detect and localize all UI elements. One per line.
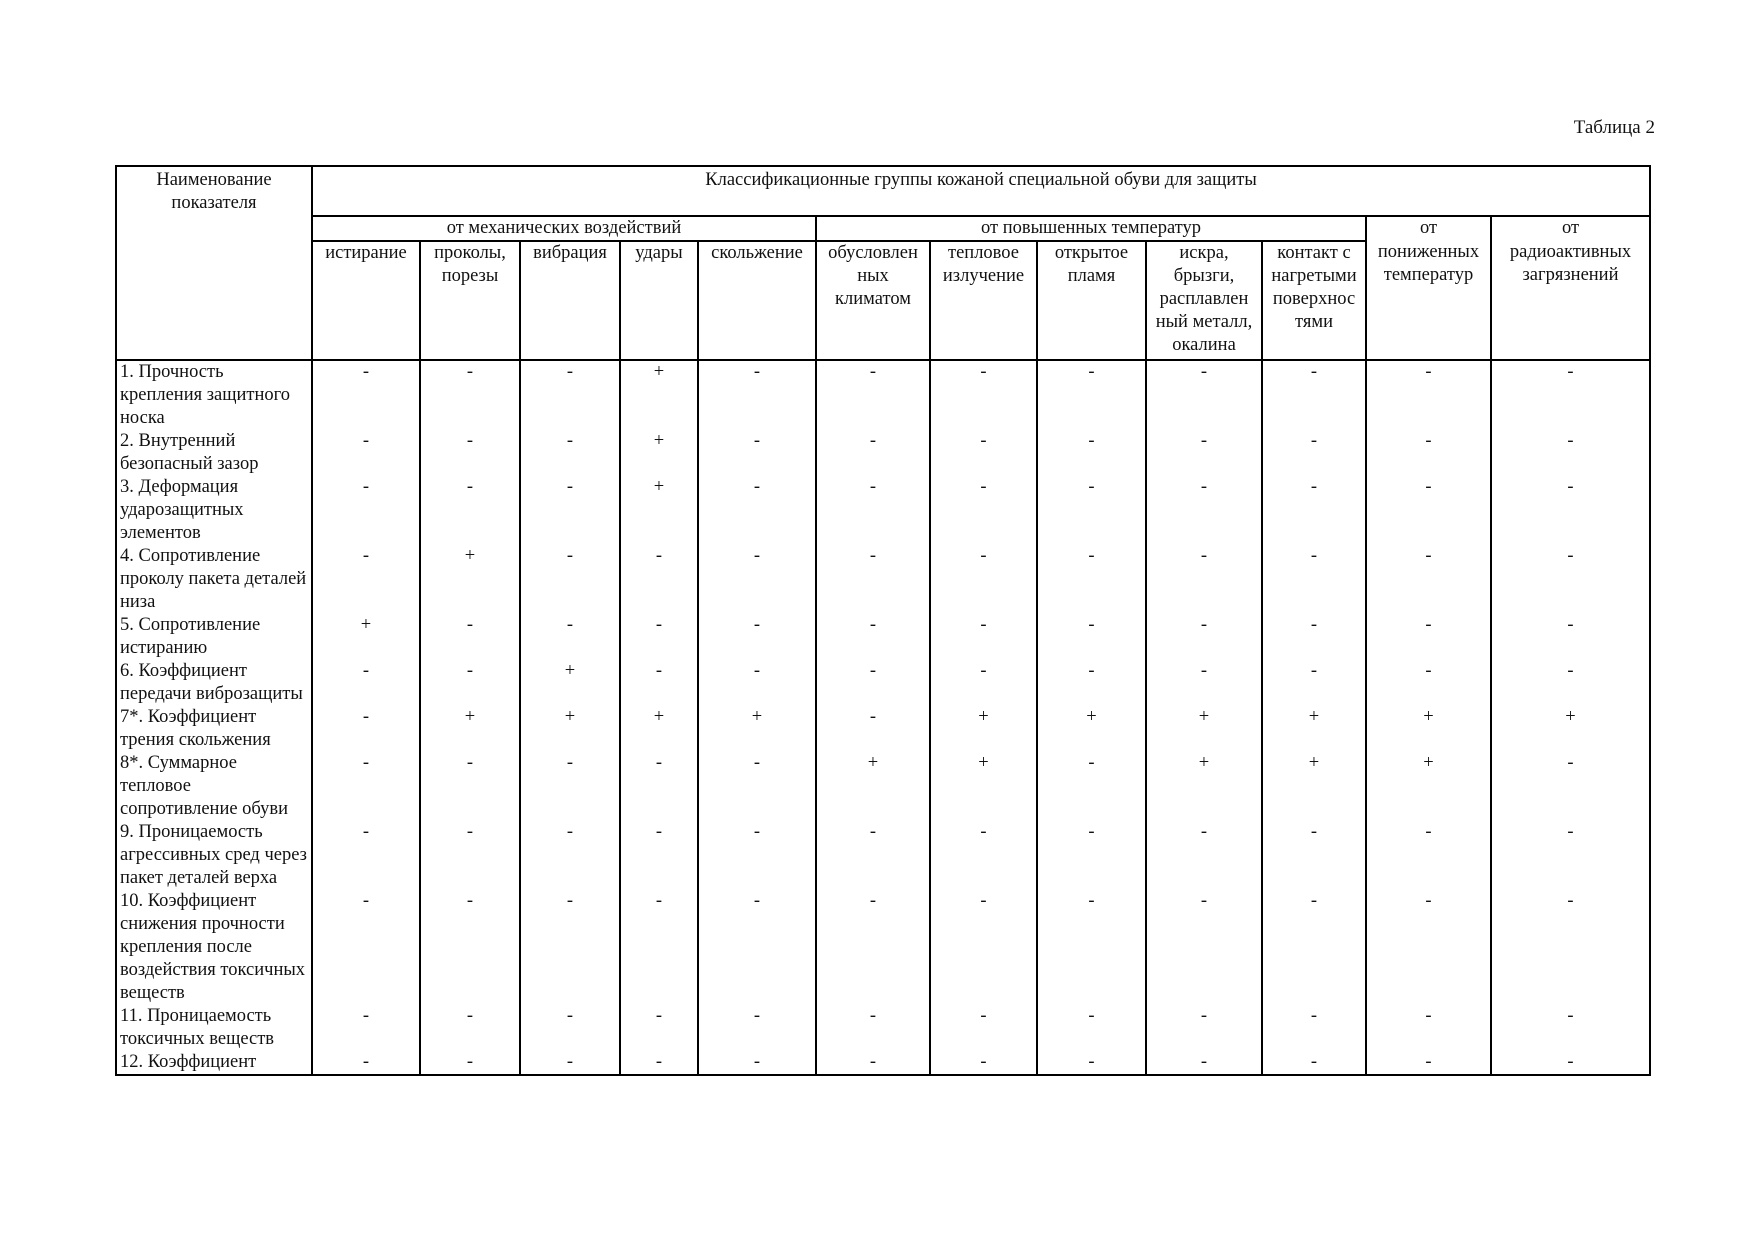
table-cell: -	[816, 430, 930, 476]
table-cell: -	[420, 360, 520, 430]
table-cell: -	[816, 660, 930, 706]
table-caption: Таблица 2	[1573, 117, 1655, 138]
table-cell: -	[420, 890, 520, 1005]
table-cell: -	[1037, 1051, 1146, 1075]
table-cell: -	[620, 890, 698, 1005]
table-cell: +	[1262, 752, 1366, 821]
table-cell: -	[1491, 360, 1650, 430]
table-row	[116, 614, 1650, 660]
table-cell: -	[312, 890, 420, 1005]
table-cell: -	[1366, 660, 1491, 706]
table-cell: +	[520, 660, 620, 706]
subgroup-thermal-radiation: тепловое излучение	[930, 241, 1037, 360]
table-cell: +	[312, 614, 420, 660]
subgroup-sparks-molten-metal: искра, брызги, расплавлен ный металл, окалина	[1146, 241, 1262, 360]
table-cell: -	[620, 1005, 698, 1051]
table-cell: -	[620, 614, 698, 660]
table-cell: -	[312, 430, 420, 476]
indicator-name: 12. Коэффициент	[120, 1052, 257, 1072]
table-cell: -	[1262, 614, 1366, 660]
subgroup-open-flame: открытое пламя	[1037, 241, 1146, 360]
table-cell: -	[620, 821, 698, 890]
table-cell: -	[698, 1051, 816, 1075]
table-row	[116, 545, 1650, 614]
table-cell: -	[816, 1005, 930, 1051]
table-cell: -	[1366, 1005, 1491, 1051]
table-cell: -	[1146, 821, 1262, 890]
table-cell: -	[1146, 660, 1262, 706]
table-cell: -	[1491, 890, 1650, 1005]
table-cell: +	[1366, 752, 1491, 821]
indicator-name: 8*. Суммарное тепловое сопротивление обуви	[120, 753, 289, 819]
table-cell: -	[1366, 1051, 1491, 1075]
table-cell: -	[1146, 430, 1262, 476]
table-cell: -	[1491, 660, 1650, 706]
table-cell: -	[1262, 890, 1366, 1005]
table-cell: -	[1366, 430, 1491, 476]
table-cell: -	[930, 1005, 1037, 1051]
table-cell: -	[1262, 430, 1366, 476]
table-cell: -	[816, 1051, 930, 1075]
table-cell: -	[1366, 360, 1491, 430]
table-cell: -	[1491, 752, 1650, 821]
indicator-name: 2. Внутренний безопасный зазор	[120, 431, 259, 474]
classification-table	[115, 165, 1651, 1076]
group-radioactive: от	[1491, 216, 1650, 241]
table-cell: +	[420, 706, 520, 752]
table-row	[116, 1051, 1650, 1075]
table-cell: -	[520, 890, 620, 1005]
table-cell: -	[816, 890, 930, 1005]
table-cell: -	[1366, 614, 1491, 660]
subgroup-slipping: скольжение	[698, 241, 816, 360]
table-cell: +	[930, 706, 1037, 752]
table-cell: -	[312, 1005, 420, 1051]
table-cell: -	[1491, 476, 1650, 545]
table-cell: -	[312, 360, 420, 430]
table-cell: -	[1037, 476, 1146, 545]
table-row	[116, 821, 1650, 890]
table-cell: -	[520, 1005, 620, 1051]
indicator-name: 9. Проницаемость агрессивных сред через пакет деталей верха	[120, 822, 307, 888]
table-cell: -	[312, 821, 420, 890]
table-cell: -	[698, 614, 816, 660]
table-cell: -	[930, 476, 1037, 545]
table-row	[116, 890, 1650, 1005]
table-cell: +	[1037, 706, 1146, 752]
table-row	[116, 1005, 1650, 1051]
table-cell: -	[698, 545, 816, 614]
table-cell: -	[1037, 614, 1146, 660]
table-row	[116, 706, 1650, 752]
table-cell: -	[1262, 1051, 1366, 1075]
table-cell: -	[420, 821, 520, 890]
table-cell: -	[1146, 614, 1262, 660]
table-cell: -	[620, 1051, 698, 1075]
subgroup-radioactive: радиоактивных загрязнений	[1491, 241, 1650, 360]
table-cell: -	[420, 614, 520, 660]
table-cell: -	[1037, 1005, 1146, 1051]
table-cell: -	[698, 821, 816, 890]
subgroup-hot-surfaces: контакт с нагретыми поверхнос тями	[1262, 241, 1366, 360]
table-cell: -	[312, 660, 420, 706]
table-cell: -	[420, 476, 520, 545]
table-cell: -	[1146, 476, 1262, 545]
table-cell: -	[312, 752, 420, 821]
table-cell: -	[420, 1005, 520, 1051]
table-cell: -	[1146, 360, 1262, 430]
table-cell: -	[1262, 660, 1366, 706]
table-cell: -	[698, 360, 816, 430]
table-cell: -	[1262, 360, 1366, 430]
table-cell: -	[930, 660, 1037, 706]
table-cell: -	[698, 660, 816, 706]
group-low-temperature: от	[1366, 216, 1491, 241]
table-cell: -	[620, 660, 698, 706]
table-cell: -	[520, 821, 620, 890]
table-cell: -	[620, 752, 698, 821]
group-high-temperature: от повышенных температур	[816, 216, 1366, 241]
indicator-name: 3. Деформация ударозащитных элементов	[120, 477, 244, 543]
table-cell: -	[420, 1051, 520, 1075]
table-cell: -	[698, 476, 816, 545]
table-cell: -	[312, 476, 420, 545]
table-cell: -	[930, 545, 1037, 614]
table-cell: -	[1366, 890, 1491, 1005]
table-cell: -	[816, 545, 930, 614]
table-cell: -	[1146, 1051, 1262, 1075]
table-cell: -	[1037, 890, 1146, 1005]
table-cell: -	[1491, 821, 1650, 890]
table-cell: -	[816, 476, 930, 545]
table-cell: -	[930, 890, 1037, 1005]
table-cell: -	[698, 430, 816, 476]
table-cell: -	[1491, 1051, 1650, 1075]
table-cell: +	[520, 706, 620, 752]
indicator-name: 10. Коэффициент снижения прочности крепления после воздействия токсичных веществ	[120, 891, 306, 1003]
table-cell: -	[520, 1051, 620, 1075]
table-cell: -	[520, 752, 620, 821]
table-cell: +	[698, 706, 816, 752]
table-cell: -	[930, 614, 1037, 660]
table-cell: -	[1262, 545, 1366, 614]
table-cell: -	[1366, 545, 1491, 614]
indicator-name: 7*. Коэффициент трения скольжения	[120, 707, 271, 750]
table-cell: +	[620, 360, 698, 430]
table-cell: -	[1366, 476, 1491, 545]
table-cell: -	[1262, 1005, 1366, 1051]
table-cell: +	[620, 476, 698, 545]
table-cell: +	[1146, 752, 1262, 821]
table-cell: +	[930, 752, 1037, 821]
table-cell: -	[1037, 360, 1146, 430]
subgroup-abrasion: истирание	[312, 241, 420, 360]
table-cell: -	[420, 752, 520, 821]
table-row	[116, 430, 1650, 476]
table-cell: -	[1037, 545, 1146, 614]
table-cell: -	[312, 706, 420, 752]
table-cell: +	[620, 706, 698, 752]
table-cell: -	[1491, 430, 1650, 476]
table-cell: -	[816, 706, 930, 752]
table-cell: -	[930, 1051, 1037, 1075]
table-cell: -	[1037, 821, 1146, 890]
subgroup-impacts: удары	[620, 241, 698, 360]
table-cell: -	[930, 360, 1037, 430]
subgroup-vibration: вибрация	[520, 241, 620, 360]
table-cell: -	[1037, 752, 1146, 821]
group-mechanical: от механических воздействий	[312, 216, 816, 241]
table-cell: +	[1146, 706, 1262, 752]
table-cell: -	[1037, 430, 1146, 476]
table-cell: -	[1262, 476, 1366, 545]
table-cell: -	[698, 752, 816, 821]
subgroup-low-temperature: пониженных температур	[1366, 241, 1491, 360]
table-cell: -	[1146, 890, 1262, 1005]
table-cell: +	[620, 430, 698, 476]
table-cell: -	[520, 476, 620, 545]
table-cell: -	[930, 821, 1037, 890]
table-cell: -	[620, 545, 698, 614]
table-cell: -	[420, 430, 520, 476]
table-cell: +	[816, 752, 930, 821]
table-cell: -	[1491, 545, 1650, 614]
table-cell: +	[1262, 706, 1366, 752]
table-cell: -	[816, 821, 930, 890]
indicator-name: 5. Сопротивление истиранию	[120, 615, 261, 658]
table-cell: -	[1146, 545, 1262, 614]
table-cell: -	[698, 1005, 816, 1051]
indicator-name: 6. Коэффициент передачи виброзащиты	[120, 661, 303, 704]
table-cell: -	[816, 614, 930, 660]
table-cell: -	[698, 890, 816, 1005]
table-cell: +	[420, 545, 520, 614]
table-row	[116, 360, 1650, 430]
indicator-name: 11. Проницаемость токсичных веществ	[120, 1006, 275, 1049]
table-cell: -	[420, 660, 520, 706]
table-cell: -	[930, 430, 1037, 476]
table-cell: -	[520, 360, 620, 430]
table-cell: -	[816, 360, 930, 430]
header-main-title: Классификационные группы кожаной специальной обуви для защиты	[312, 166, 1650, 216]
subgroup-punctures-cuts: проколы, порезы	[420, 241, 520, 360]
table-row	[116, 476, 1650, 545]
table-cell: -	[1366, 821, 1491, 890]
table-cell: -	[1262, 821, 1366, 890]
table-cell: -	[1491, 1005, 1650, 1051]
table-cell: -	[520, 614, 620, 660]
header-indicator: Наименование показателя	[116, 166, 312, 360]
table-cell: -	[312, 545, 420, 614]
table-cell: -	[312, 1051, 420, 1075]
table-cell: -	[1037, 660, 1146, 706]
table-cell: +	[1491, 706, 1650, 752]
table-cell: -	[520, 545, 620, 614]
indicator-name: 4. Сопротивление проколу пакета деталей низа	[120, 546, 307, 612]
table-cell: -	[520, 430, 620, 476]
table-row	[116, 752, 1650, 821]
table-cell: -	[1491, 614, 1650, 660]
table-cell: -	[1146, 1005, 1262, 1051]
indicator-name: 1. Прочность крепления защитного носка	[120, 362, 291, 428]
table-row	[116, 660, 1650, 706]
table-cell: +	[1366, 706, 1491, 752]
subgroup-climate: обусловлен ных климатом	[816, 241, 930, 360]
